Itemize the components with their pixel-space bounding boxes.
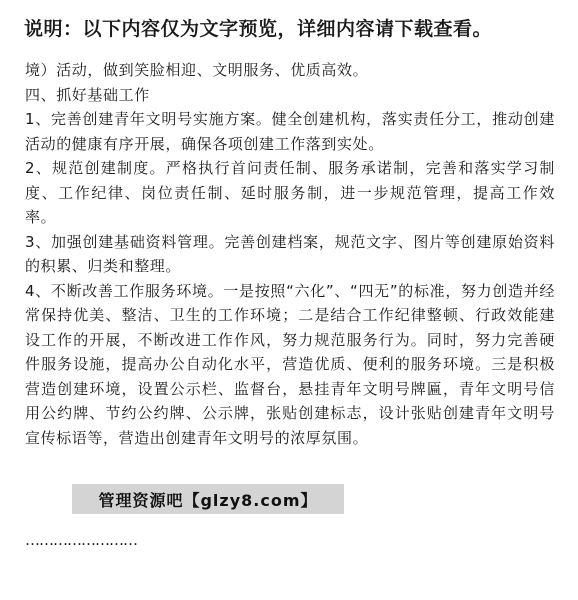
ellipsis-dots: …………………… xyxy=(25,531,137,549)
preview-notice: 说明：以下内容仅为文字预览，详细内容请下载查看。 xyxy=(24,18,493,40)
document-body xyxy=(25,58,555,450)
watermark-banner: 管理资源吧【glzy8.com】 xyxy=(72,484,344,514)
paragraph-item-1: 1、完善创建青年文明号实施方案。健全创建机构，落实责任分工，推动创建活动的健康有序开展，确保各项创建工作落到实处。 xyxy=(25,110,555,153)
paragraph-1: 境）活动，做到笑脸相迎、文明服务、优质高效。 xyxy=(25,61,369,79)
paragraph-item-4: 4、不断改善工作服务环境。一是按照“六化”、“四无”的标准，努力创造并经常保持优美、整洁、卫生的工作环境；二是结合工作纪律整顿、行政效能建设工作的开展，不断改进工作作风，努力规范服务行为。同时，努力完善硬件服务设施，提高办公自动化水平，营造优质、便利的服务环境。三是积极营造创建环境，设置公示栏、监督台，悬挂青年文明号牌匾，青年文明号信用公约牌、节约公约牌、公示牌，张贴创建标志，设计张贴创建青年文明号宣传标语等，营造出创建青年文明号的浓厚氛围。 xyxy=(25,281,555,447)
section-heading-4: 四、抓好基础工作 xyxy=(25,85,150,104)
paragraph-item-2: 2、规范创建制度。严格执行首问责任制、服务承诺制，完善和落实学习制度、工作纪律、岗位责任制、延时服务制，进一步规范管理，提高工作效率。 xyxy=(25,159,555,226)
paragraph-item-3: 3、加强创建基础资料管理。完善创建档案，规范文字、图片等创建原始资料的积累、归类和整理。 xyxy=(25,232,555,275)
